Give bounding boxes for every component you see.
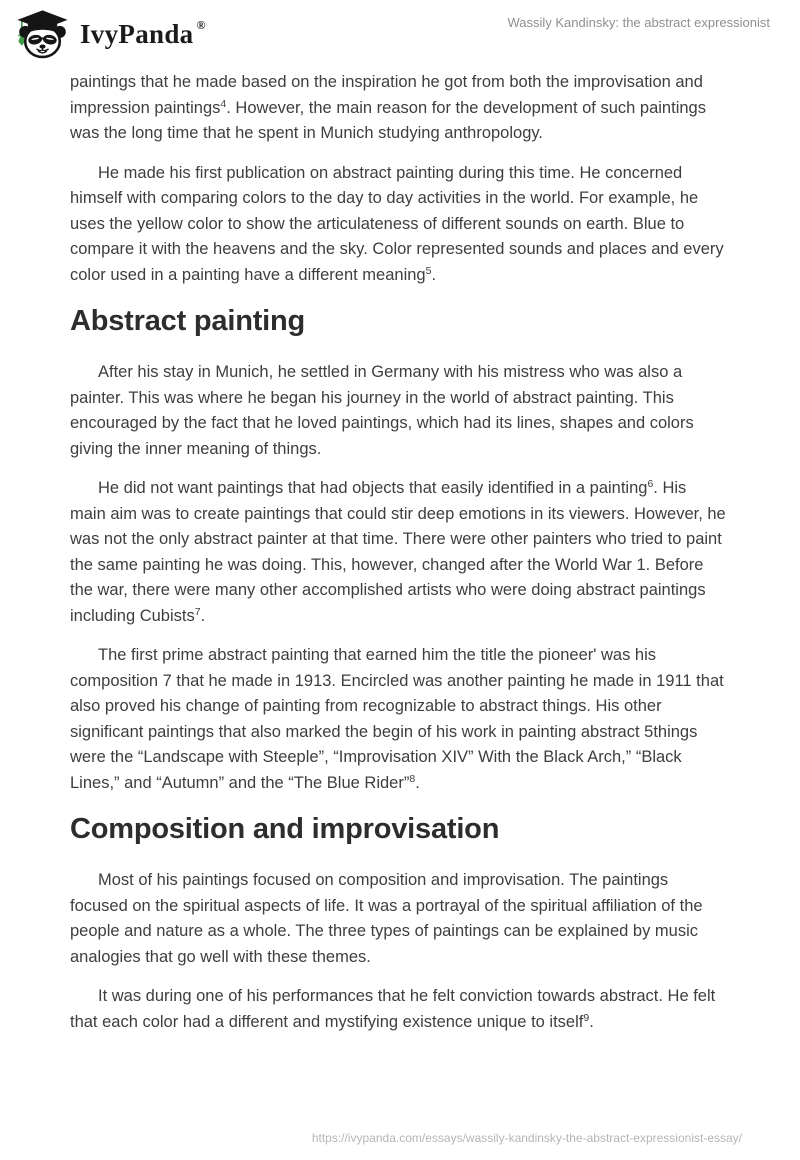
registered-mark: ® [196, 18, 206, 32]
page-header-title: Wassily Kandinsky: the abstract expressionist [507, 15, 770, 30]
paragraph: Most of his paintings focused on composition and improvisation. The paintings focused on the spiritual aspects of life. It was a portrayal of the spiritual affiliation of the people and nature as a whole. The three types of paintings can be explained by music analogies that go well with these themes. [70, 871, 703, 966]
paragraph: He made his first publication on abstract painting during this time. He concerned himself with comparing colors to the day to day activities in the world. For example, he uses the yellow color to show the articulateness of different sounds on earth. Blue to compare it with the heavens and the sky. Color represented sounds and places and every color used in a painting have a different meaning$^5$. [70, 163, 724, 284]
footnote-ref: 5 [425, 264, 432, 277]
footnote-ref: 9 [583, 1011, 590, 1024]
footer-source-url: https://ivypanda.com/essays/wassily-kandinsky-the-abstract-expressionist-essay/ [311, 1131, 742, 1145]
footnote-ref: 4 [220, 97, 227, 110]
section-heading: Abstract painting [70, 305, 306, 337]
paragraph: He did not want paintings that had objects that easily identified in a painting$^6$. His main aim was to create paintings that could stir deep emotions in its viewers. However, he was not the only abstract painter at that time. There were other painters who tried to paint the same painting he was doing. This, however, changed after the World War 1. Before the war, there were many other accomplished artists who were doing abstract paintings including Cubists$^7$. [70, 478, 726, 625]
paragraph: After his stay in Munich, he settled in Germany with his mistress who was also a painter. This was where he began his journey in the world of abstract painting. This encouraged by the fact that he loved paintings, which had its lines, shapes and colors giving the inner meaning of things. [70, 363, 694, 458]
paragraph: paintings that he made based on the inspiration he got from both the improvisation and impression paintings$^4$. However, the main reason for the development of such paintings was the long time that he spent in Munich studying anthropology. [70, 73, 706, 142]
brand-logo [14, 7, 205, 62]
paragraph: The first prime abstract painting that earned him the title the pioneer' was his composition 7 that he made in 1913. Encircled was another painting he made in 1911 that also proved his change of painting from recognizable to abstract things. His other significant paintings that also marked the begin of his work in painting abstract 5things were the “Landscape with Steeple”, “Improvisation XIV” With the Black Arch,” “Black Lines,” and “Autumn” and the “The Blue Rider”$^8$. [70, 646, 724, 792]
footnote-ref: 8 [409, 772, 416, 785]
document-body [70, 70, 726, 1049]
brand-name: IvyPanda [80, 19, 194, 49]
paragraph: It was during one of his performances that he felt conviction towards abstract. He felt that each color had a different and mystifying existence unique to itself$^9$. [70, 987, 716, 1031]
section-heading: Composition and improvisation [70, 813, 500, 845]
footnote-ref: 7 [194, 605, 201, 618]
panda-graduation-cap-icon [14, 7, 71, 62]
footnote-ref: 6 [647, 478, 654, 490]
